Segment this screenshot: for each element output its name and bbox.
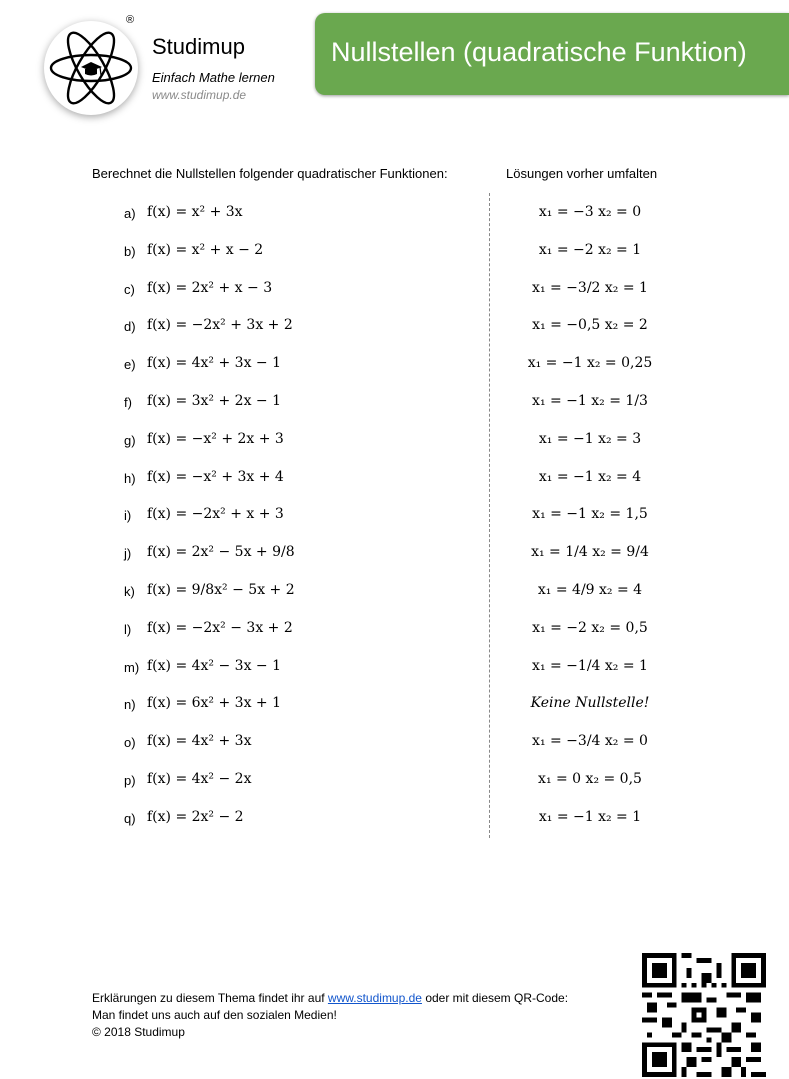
solution: x₁ = −1 x₂ = 1,5 (532, 506, 648, 522)
footer-line-1: Erklärungen zu diesem Thema findet ihr auf www.studimup.de oder mit diesem QR-Code: (92, 991, 569, 1005)
problem-label: d) (124, 319, 136, 334)
solution: x₁ = −1 x₂ = 1/3 (532, 393, 648, 409)
function-expression: f(x) = x² + 3x (147, 204, 243, 220)
footer (92, 990, 568, 1041)
copyright: © 2018 Studimup (92, 1025, 185, 1039)
function-expression: f(x) = 2x² − 2 (147, 809, 244, 825)
footer-line-2: Man findet uns auch auf den sozialen Medien! (92, 1008, 337, 1022)
function-expression: f(x) = −2x² − 3x + 2 (147, 620, 293, 636)
problem-label: l) (124, 622, 132, 637)
problem-label: f) (124, 395, 132, 410)
solution: x₁ = −2 x₂ = 1 (538, 242, 642, 258)
problem-label: a) (124, 206, 136, 221)
function-expression: f(x) = 9/8x² − 5x + 2 (147, 582, 295, 598)
solution: x₁ = −3/4 x₂ = 0 (532, 733, 648, 749)
function-expression: f(x) = 3x² + 2x − 1 (147, 393, 282, 409)
function-expression: f(x) = 4x² + 3x − 1 (147, 355, 282, 371)
solution: x₁ = 4/9 x₂ = 4 (537, 582, 643, 598)
solution: x₁ = 0 x₂ = 0,5 (538, 771, 642, 787)
problem-label: i) (124, 508, 132, 523)
problem-label: g) (124, 433, 136, 448)
problem-label: k) (124, 584, 135, 599)
function-expression: f(x) = −x² + 3x + 4 (147, 469, 284, 485)
function-expression: f(x) = −x² + 2x + 3 (147, 431, 284, 447)
website-link[interactable]: www.studimup.de (327, 991, 422, 1005)
solution: Keine Nullstelle! (530, 695, 650, 711)
brand-name: Studimup (152, 34, 245, 59)
solution: x₁ = −1 x₂ = 0,25 (527, 355, 653, 371)
problem-label: o) (124, 735, 136, 750)
problem-label: p) (124, 773, 136, 788)
problem-label: n) (124, 697, 136, 712)
problem-label: h) (124, 471, 136, 486)
solution: x₁ = −0,5 x₂ = 2 (532, 317, 648, 333)
registered-mark: ® (126, 14, 135, 26)
tagline: Einfach Mathe lernen (152, 70, 275, 85)
title-banner (315, 13, 789, 95)
solution: x₁ = −3/2 x₂ = 1 (532, 280, 648, 296)
solution: x₁ = −2 x₂ = 0,5 (532, 620, 648, 636)
function-expression: f(x) = 2x² − 5x + 9/8 (147, 544, 295, 560)
function-expression: f(x) = 2x² + x − 3 (147, 280, 273, 296)
solution: x₁ = −1 x₂ = 1 (538, 809, 642, 825)
problem-label: e) (124, 357, 136, 372)
qr-code[interactable] (642, 953, 766, 1077)
problem-label: m) (124, 660, 140, 675)
solution: x₁ = −1 x₂ = 3 (538, 431, 642, 447)
function-expression: f(x) = 4x² + 3x (147, 733, 252, 749)
function-expression: f(x) = 6x² + 3x + 1 (147, 695, 282, 711)
function-expression: f(x) = 4x² − 2x (147, 771, 252, 787)
problem-label: q) (124, 811, 136, 826)
function-expression: f(x) = x² + x − 2 (147, 242, 264, 258)
function-expression: f(x) = −2x² + 3x + 2 (147, 317, 293, 333)
solution: x₁ = −3 x₂ = 0 (538, 204, 642, 220)
atom-icon (44, 21, 138, 115)
function-expression: f(x) = −2x² + x + 3 (147, 506, 284, 522)
problem-label: b) (124, 244, 136, 259)
problem-label: c) (124, 282, 135, 297)
solution: x₁ = 1/4 x₂ = 9/4 (531, 544, 649, 560)
problem-label: j) (124, 546, 132, 561)
solution: x₁ = −1 x₂ = 4 (538, 469, 642, 485)
logo (44, 21, 138, 115)
page-title: Nullstellen (quadratische Funktion) (331, 37, 747, 67)
website-label: www.studimup.de (152, 88, 247, 102)
instructions-heading: Berechnet die Nullstellen folgender quadratischer Funktionen: (92, 166, 448, 181)
solutions-heading: Lösungen vorher umfalten (506, 166, 658, 181)
function-expression: f(x) = 4x² − 3x − 1 (147, 658, 282, 674)
solution: x₁ = −1/4 x₂ = 1 (532, 658, 648, 674)
